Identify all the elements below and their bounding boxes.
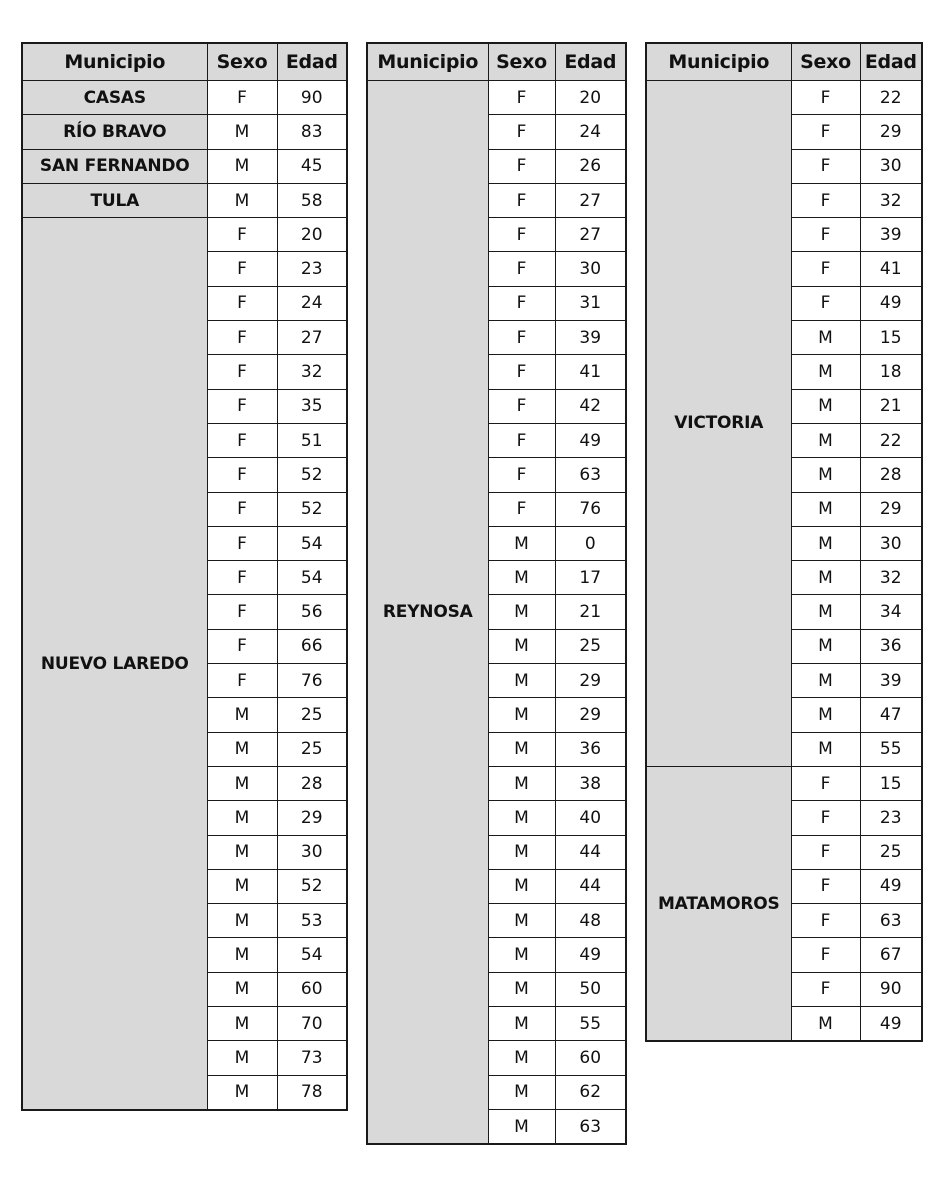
table-1 <box>21 42 348 1111</box>
sexo-cell: M <box>791 1007 860 1042</box>
edad-cell: 0 <box>555 526 626 560</box>
edad-cell: 60 <box>555 1041 626 1075</box>
sexo-cell: M <box>791 595 860 629</box>
edad-cell: 29 <box>555 698 626 732</box>
edad-cell: 22 <box>860 81 922 115</box>
edad-cell: 36 <box>860 629 922 663</box>
sexo-cell: F <box>488 458 555 492</box>
sexo-cell: F <box>791 801 860 835</box>
table-3 <box>645 42 923 1042</box>
sexo-cell: F <box>488 252 555 286</box>
header-municipio: Municipio <box>22 43 207 81</box>
sexo-cell: M <box>488 801 555 835</box>
edad-cell: 25 <box>277 732 347 766</box>
edad-cell: 23 <box>277 252 347 286</box>
sexo-cell: F <box>791 218 860 252</box>
edad-cell: 48 <box>555 904 626 938</box>
edad-cell: 27 <box>555 183 626 217</box>
sexo-cell: F <box>488 321 555 355</box>
sexo-cell: F <box>791 835 860 869</box>
sexo-cell: M <box>488 732 555 766</box>
edad-cell: 60 <box>277 972 347 1006</box>
edad-cell: 55 <box>860 732 922 766</box>
edad-cell: 54 <box>277 561 347 595</box>
edad-cell: 63 <box>555 458 626 492</box>
sexo-cell: M <box>791 321 860 355</box>
header-sexo: Sexo <box>791 43 860 81</box>
edad-cell: 24 <box>555 115 626 149</box>
edad-cell: 30 <box>555 252 626 286</box>
edad-cell: 35 <box>277 389 347 423</box>
edad-cell: 39 <box>860 664 922 698</box>
edad-cell: 73 <box>277 1041 347 1075</box>
edad-cell: 52 <box>277 492 347 526</box>
edad-cell: 32 <box>860 183 922 217</box>
sexo-cell: M <box>207 115 277 149</box>
sexo-cell: M <box>207 869 277 903</box>
sexo-cell: F <box>791 766 860 800</box>
edad-cell: 24 <box>277 286 347 320</box>
edad-cell: 28 <box>277 766 347 800</box>
edad-cell: 76 <box>277 664 347 698</box>
edad-cell: 34 <box>860 595 922 629</box>
edad-cell: 49 <box>860 286 922 320</box>
edad-cell: 28 <box>860 458 922 492</box>
edad-cell: 63 <box>860 904 922 938</box>
edad-cell: 49 <box>555 938 626 972</box>
sexo-cell: M <box>488 629 555 663</box>
header-edad: Edad <box>555 43 626 81</box>
sexo-cell: M <box>207 835 277 869</box>
edad-cell: 38 <box>555 766 626 800</box>
sexo-cell: F <box>791 286 860 320</box>
edad-cell: 41 <box>555 355 626 389</box>
edad-cell: 29 <box>277 801 347 835</box>
edad-cell: 66 <box>277 629 347 663</box>
edad-cell: 29 <box>555 664 626 698</box>
edad-cell: 25 <box>555 629 626 663</box>
sexo-cell: F <box>207 423 277 457</box>
sexo-cell: M <box>488 595 555 629</box>
header-municipio: Municipio <box>646 43 791 81</box>
edad-cell: 18 <box>860 355 922 389</box>
header-edad: Edad <box>860 43 922 81</box>
edad-cell: 39 <box>555 321 626 355</box>
edad-cell: 42 <box>555 389 626 423</box>
sexo-cell: F <box>207 492 277 526</box>
edad-cell: 52 <box>277 869 347 903</box>
edad-cell: 53 <box>277 904 347 938</box>
sexo-cell: M <box>488 1041 555 1075</box>
table-2 <box>366 42 627 1145</box>
sexo-cell: F <box>207 218 277 252</box>
sexo-cell: F <box>488 423 555 457</box>
sexo-cell: F <box>488 81 555 115</box>
edad-cell: 27 <box>555 218 626 252</box>
sexo-cell: F <box>791 115 860 149</box>
sexo-cell: M <box>207 801 277 835</box>
municipio-cell: SAN FERNANDO <box>22 149 207 183</box>
sexo-cell: M <box>488 526 555 560</box>
edad-cell: 76 <box>555 492 626 526</box>
edad-cell: 29 <box>860 115 922 149</box>
sexo-cell: M <box>488 1109 555 1144</box>
header-row <box>367 43 626 81</box>
sexo-cell: M <box>488 835 555 869</box>
municipio-cell: RÍO BRAVO <box>22 115 207 149</box>
sexo-cell: M <box>791 526 860 560</box>
edad-cell: 32 <box>860 561 922 595</box>
edad-cell: 54 <box>277 938 347 972</box>
edad-cell: 62 <box>555 1075 626 1109</box>
sexo-cell: M <box>207 698 277 732</box>
sexo-cell: F <box>791 149 860 183</box>
sexo-cell: F <box>488 115 555 149</box>
sexo-cell: M <box>791 389 860 423</box>
sexo-cell: F <box>207 664 277 698</box>
sexo-cell: M <box>791 423 860 457</box>
sexo-cell: M <box>207 183 277 217</box>
edad-cell: 63 <box>555 1109 626 1144</box>
sexo-cell: F <box>207 321 277 355</box>
edad-cell: 83 <box>277 115 347 149</box>
edad-cell: 26 <box>555 149 626 183</box>
table-row <box>646 766 922 800</box>
edad-cell: 78 <box>277 1075 347 1110</box>
edad-cell: 44 <box>555 835 626 869</box>
edad-cell: 90 <box>277 81 347 115</box>
edad-cell: 15 <box>860 321 922 355</box>
sexo-cell: F <box>488 355 555 389</box>
municipio-cell: CASAS <box>22 81 207 115</box>
sexo-cell: F <box>207 389 277 423</box>
edad-cell: 49 <box>860 1007 922 1042</box>
sexo-cell: F <box>791 183 860 217</box>
edad-cell: 32 <box>277 355 347 389</box>
sexo-cell: M <box>488 1007 555 1041</box>
municipio-cell: TULA <box>22 183 207 217</box>
edad-cell: 70 <box>277 1007 347 1041</box>
edad-cell: 17 <box>555 561 626 595</box>
sexo-cell: M <box>488 972 555 1006</box>
edad-cell: 44 <box>555 869 626 903</box>
edad-cell: 39 <box>860 218 922 252</box>
edad-cell: 36 <box>555 732 626 766</box>
sexo-cell: F <box>207 355 277 389</box>
sexo-cell: F <box>791 972 860 1006</box>
header-sexo: Sexo <box>488 43 555 81</box>
sexo-cell: F <box>488 389 555 423</box>
edad-cell: 54 <box>277 526 347 560</box>
header-municipio: Municipio <box>367 43 488 81</box>
sexo-cell: F <box>207 81 277 115</box>
sexo-cell: F <box>488 218 555 252</box>
edad-cell: 56 <box>277 595 347 629</box>
sexo-cell: M <box>488 664 555 698</box>
sexo-cell: F <box>488 149 555 183</box>
sexo-cell: F <box>207 286 277 320</box>
header-sexo: Sexo <box>207 43 277 81</box>
sexo-cell: M <box>488 698 555 732</box>
edad-cell: 23 <box>860 801 922 835</box>
table-row <box>22 115 347 149</box>
sexo-cell: F <box>791 869 860 903</box>
sexo-cell: M <box>791 492 860 526</box>
edad-cell: 52 <box>277 458 347 492</box>
edad-cell: 49 <box>555 423 626 457</box>
edad-cell: 21 <box>860 389 922 423</box>
sexo-cell: M <box>791 629 860 663</box>
edad-cell: 27 <box>277 321 347 355</box>
edad-cell: 50 <box>555 972 626 1006</box>
sexo-cell: F <box>488 286 555 320</box>
sexo-cell: M <box>488 766 555 800</box>
header-row <box>646 43 922 81</box>
table-row <box>646 81 922 115</box>
sexo-cell: M <box>207 972 277 1006</box>
edad-cell: 45 <box>277 149 347 183</box>
edad-cell: 30 <box>860 149 922 183</box>
header-edad: Edad <box>277 43 347 81</box>
sexo-cell: F <box>791 252 860 286</box>
sexo-cell: M <box>207 732 277 766</box>
edad-cell: 47 <box>860 698 922 732</box>
municipio-cell: NUEVO LAREDO <box>22 218 207 1110</box>
edad-cell: 58 <box>277 183 347 217</box>
sexo-cell: M <box>207 938 277 972</box>
sexo-cell: M <box>488 869 555 903</box>
sexo-cell: M <box>207 149 277 183</box>
sexo-cell: F <box>791 904 860 938</box>
sexo-cell: F <box>791 938 860 972</box>
sexo-cell: M <box>791 458 860 492</box>
sexo-cell: F <box>207 252 277 286</box>
sexo-cell: M <box>791 732 860 766</box>
sexo-cell: F <box>207 458 277 492</box>
sexo-cell: F <box>207 561 277 595</box>
edad-cell: 51 <box>277 423 347 457</box>
sexo-cell: F <box>488 183 555 217</box>
table-row <box>22 183 347 217</box>
edad-cell: 20 <box>555 81 626 115</box>
sexo-cell: M <box>488 904 555 938</box>
sexo-cell: F <box>791 81 860 115</box>
sexo-cell: M <box>488 938 555 972</box>
edad-cell: 25 <box>860 835 922 869</box>
municipio-cell: REYNOSA <box>367 81 488 1145</box>
header-row <box>22 43 347 81</box>
municipio-cell: VICTORIA <box>646 81 791 767</box>
sexo-cell: M <box>488 561 555 595</box>
sexo-cell: M <box>791 698 860 732</box>
edad-cell: 31 <box>555 286 626 320</box>
edad-cell: 49 <box>860 869 922 903</box>
table-row <box>22 218 347 252</box>
sexo-cell: M <box>791 561 860 595</box>
sexo-cell: F <box>488 492 555 526</box>
edad-cell: 21 <box>555 595 626 629</box>
sexo-cell: M <box>207 1007 277 1041</box>
table-row <box>22 149 347 183</box>
sexo-cell: M <box>488 1075 555 1109</box>
edad-cell: 15 <box>860 766 922 800</box>
table-row <box>367 81 626 115</box>
edad-cell: 67 <box>860 938 922 972</box>
sexo-cell: M <box>207 1041 277 1075</box>
sexo-cell: M <box>207 1075 277 1110</box>
edad-cell: 22 <box>860 423 922 457</box>
municipio-cell: MATAMOROS <box>646 766 791 1041</box>
edad-cell: 90 <box>860 972 922 1006</box>
sexo-cell: F <box>207 526 277 560</box>
edad-cell: 40 <box>555 801 626 835</box>
edad-cell: 30 <box>277 835 347 869</box>
edad-cell: 25 <box>277 698 347 732</box>
sexo-cell: F <box>207 629 277 663</box>
sexo-cell: M <box>791 355 860 389</box>
sexo-cell: M <box>791 664 860 698</box>
sexo-cell: F <box>207 595 277 629</box>
edad-cell: 30 <box>860 526 922 560</box>
edad-cell: 41 <box>860 252 922 286</box>
sexo-cell: M <box>207 766 277 800</box>
edad-cell: 20 <box>277 218 347 252</box>
edad-cell: 55 <box>555 1007 626 1041</box>
edad-cell: 29 <box>860 492 922 526</box>
table-row <box>22 81 347 115</box>
sexo-cell: M <box>207 904 277 938</box>
